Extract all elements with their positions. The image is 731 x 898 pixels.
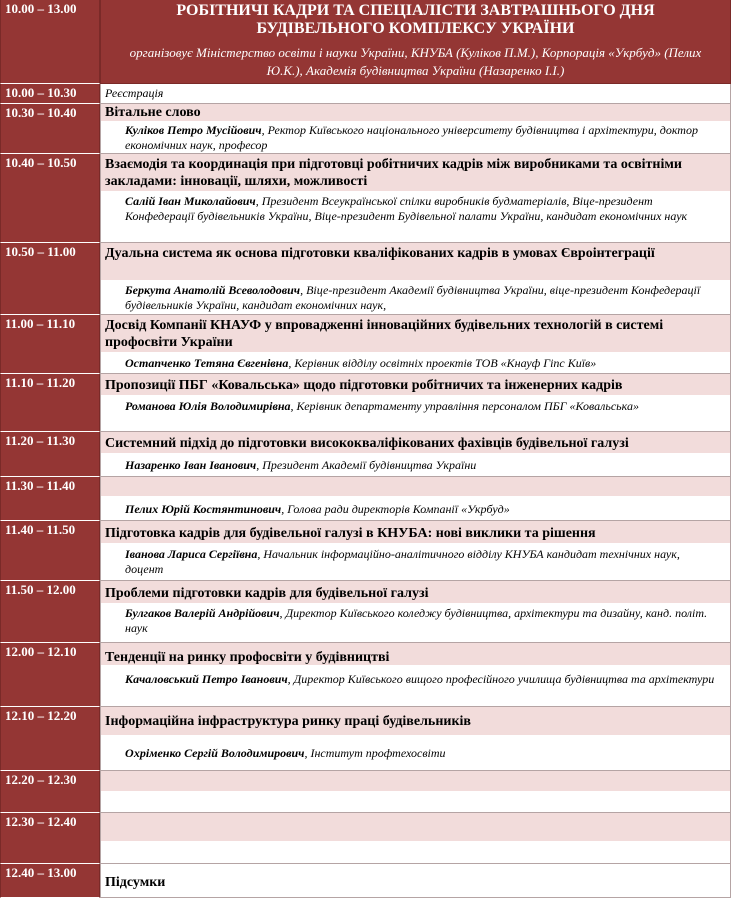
schedule-row [0, 707, 731, 771]
talk-title: Досвід Компанії КНАУФ у впровадженні інноваційних будівельних технологій в системі профосвіти України [105, 318, 664, 350]
speaker-info [125, 123, 716, 153]
speaker-info [125, 194, 716, 224]
time-cell: 12.00 – 12.10 [0, 643, 100, 707]
speaker-info [125, 356, 716, 371]
schedule-row [0, 581, 731, 643]
row-content [100, 477, 731, 521]
speaker-info [125, 458, 716, 473]
speaker-role: , Керівник департаменту управління персоналом ПБГ «Ковальська» [290, 399, 639, 413]
speaker-name: Качаловський Петро Іванович [125, 672, 288, 686]
schedule-row [0, 771, 731, 813]
speaker-role: , Директор Київського коледжу будівництва, архітектури та дизайну, канд. політ. наук [125, 606, 708, 635]
time-cell: 10.30 – 10.40 [0, 104, 100, 154]
speaker-name: Беркута Анатолій Всеволодович [125, 283, 301, 297]
speaker-info [125, 746, 716, 761]
title-band [101, 477, 730, 496]
talk-title: Взаємодія та координація при підготовці робітничих кадрів між виробниками та освітніми закладами: інновації, шляхи, можливості [105, 157, 682, 189]
row-content [100, 315, 731, 374]
time-cell: 11.30 – 11.40 [0, 477, 100, 521]
time-cell: 11.00 – 11.10 [0, 315, 100, 374]
time-cell: 11.20 – 11.30 [0, 432, 100, 477]
organizers-subtitle: організовує Міністерство освіти і науки України, КНУБА (Куліков П.М.), Корпорація «Укрбуд» (Пелих Ю.К.), Академія будівництва України (Назаренко І.І.) [129, 45, 702, 78]
speaker-info [125, 606, 716, 636]
speaker-name: Іванова Лариса Сергіївна [125, 547, 258, 561]
time-cell: 12.10 – 12.20 [0, 707, 100, 771]
schedule-row [0, 432, 731, 477]
speaker-role: , Ректор Київського національного університету будівництва і архітектури, доктор економічних наук, професор [125, 123, 698, 152]
speaker-name: Булгаков Валерій Андрійович [125, 606, 280, 620]
speaker-role: , Голова ради директорів Компанії «Укрбуд» [281, 502, 510, 516]
row-content [100, 707, 731, 771]
speaker-role: , Керівник відділу освітніх проектів ТОВ «Кнауф Гіпс Київ» [288, 356, 597, 370]
speaker-info [125, 502, 716, 517]
time-cell: 10.40 – 10.50 [0, 154, 100, 243]
schedule-row [0, 643, 731, 707]
time-cell: 10.50 – 11.00 [0, 243, 100, 315]
row-content [100, 432, 731, 477]
schedule-row [0, 521, 731, 581]
speaker-info [125, 672, 716, 687]
talk-title: Дуальна система як основа підготовки кваліфікованих кадрів в умовах Євроінтеграції [105, 246, 655, 261]
talk-title: Інформаційна інфраструктура ринку праці будівельників [105, 714, 471, 729]
speaker-name: Пелих Юрій Костянтинович [125, 502, 282, 516]
speaker-name: Романова Юлія Володимирівна [125, 399, 291, 413]
speaker-name: Остапченко Тетяна Євгенівна [125, 356, 289, 370]
talk-title: Вітальне слово [105, 105, 201, 120]
speaker-role: , Директор Київського вищого професійного училища будівництва та архітектури [287, 672, 715, 686]
time-cell: 11.50 – 12.00 [0, 581, 100, 643]
page-title: РОБІТНИЧІ КАДРИ ТА СПЕЦІАЛІСТИ ЗАВТРАШНЬОГО ДНЯ БУДІВЕЛЬНОГО КОМПЛЕКСУ УКРАЇНИ [176, 2, 655, 37]
speaker-role: , Начальник інформаційно-аналітичного відділу КНУБА кандидат технічних наук, доцент [125, 547, 680, 576]
row-content [100, 643, 731, 707]
schedule-row [0, 243, 731, 315]
speaker-role: , Інститут профтехосвіти [304, 746, 446, 760]
time-cell: 12.40 – 13.00 [0, 864, 100, 898]
speaker-role: , Президент Всеукраїнської спілки виробників будматеріалів, Віце-президент Конфедерації будівельників України, Віце-президент Будівельної палати України, кандидат економічних наук [125, 194, 688, 223]
talk-title: Системний підхід до підготовки висококваліфікованих фахівців будівельної галузі [105, 436, 629, 451]
schedule-row [0, 315, 731, 374]
schedule-row [0, 374, 731, 432]
schedule-row [0, 813, 731, 864]
schedule-row [0, 104, 731, 154]
speaker-name: Охріменко Сергій Володимирович [125, 746, 305, 760]
header-row [0, 0, 731, 84]
talk-title: Підготовка кадрів для будівельної галузі в КНУБА: нові виклики та рішення [105, 526, 596, 541]
row-content [100, 581, 731, 643]
time-cell: 10.00 – 10.30 [0, 84, 100, 104]
time-cell: 12.20 – 12.30 [0, 771, 100, 813]
row-content [100, 864, 731, 898]
title-band [101, 813, 730, 841]
talk-title: Проблеми підготовки кадрів для будівельної галузі [105, 586, 429, 601]
schedule-row [0, 154, 731, 243]
row-content [100, 154, 731, 243]
speaker-info [125, 547, 716, 577]
time-cell: 12.30 – 12.40 [0, 813, 100, 864]
schedule-row [0, 864, 731, 898]
row-content [100, 243, 731, 315]
summary-title: Підсумки [105, 875, 166, 890]
row-content [100, 813, 731, 864]
row-content [100, 521, 731, 581]
schedule-row [0, 84, 731, 104]
speaker-name: Назаренко Іван Іванович [125, 458, 257, 472]
header-content [100, 0, 731, 84]
schedule-row [0, 477, 731, 521]
row-content [100, 104, 731, 154]
speaker-role: , Віце-президент Академії будівництва України, віце-президент Конфедерації будівельників України, кандидат економічних наук, [125, 283, 701, 312]
row-content [100, 771, 731, 813]
row-content [100, 84, 731, 104]
speaker-info [125, 283, 716, 313]
time-cell: 11.40 – 11.50 [0, 521, 100, 581]
speaker-name: Салій Іван Миколайович [125, 194, 256, 208]
talk-title: Тенденції на ринку профосвіти у будівництві [105, 650, 390, 665]
speaker-role: , Президент Академії будівництва України [256, 458, 477, 472]
speaker-name: Куліков Петро Мусійович [125, 123, 262, 137]
time-cell: 10.00 – 13.00 [0, 0, 100, 84]
speaker-info [125, 399, 716, 414]
talk-title: Пропозиції ПБГ «Ковальська» щодо підготовки робітничих та інженерних кадрів [105, 378, 623, 393]
row-content [100, 374, 731, 432]
title-band [101, 771, 730, 791]
time-cell: 11.10 – 11.20 [0, 374, 100, 432]
registration-text: Реєстрація [105, 86, 164, 100]
